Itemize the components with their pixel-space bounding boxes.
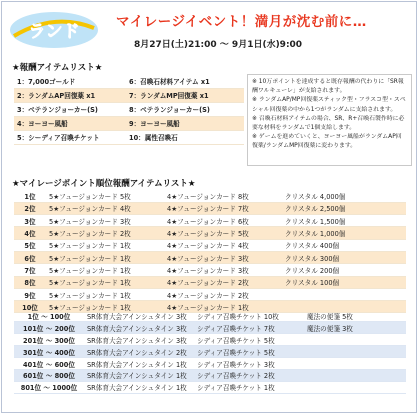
rank-label: 4位 bbox=[14, 227, 46, 239]
reward-item-left: 4：ヨーヨー風船 bbox=[14, 116, 126, 130]
event-period: 8月27日(土)21:00 ～ 9月1日(水)9:00 bbox=[134, 40, 303, 50]
range-reward-1: SR体育大会アインシュタイン 2枚 bbox=[84, 346, 194, 358]
notes-box bbox=[247, 74, 412, 166]
range-row bbox=[14, 310, 406, 322]
rank-label: 1位 bbox=[14, 190, 46, 202]
reward-row bbox=[14, 102, 244, 116]
rank-reward-2: 4★フュージョンカード 5枚 bbox=[164, 227, 282, 239]
reward-row bbox=[14, 74, 244, 88]
range-reward-3 bbox=[304, 334, 406, 346]
range-reward-1: SR体育大会アインシュタイン 1枚 bbox=[84, 358, 194, 370]
reward-row bbox=[14, 130, 244, 144]
note-line: ※ 召喚石材料アイテムの場合、SR、R+召喚石製作時に必要な材料をランダムで1個支給します。 bbox=[252, 115, 405, 132]
rank-reward-1: 5★フュージョンカード 1枚 bbox=[46, 288, 164, 300]
ranking-row bbox=[14, 288, 406, 300]
game-logo bbox=[8, 6, 100, 50]
ranking-row bbox=[14, 202, 406, 214]
rank-label: 2位 bbox=[14, 202, 46, 214]
reward-item-left: 2：ランダムAP回復薬 x1 bbox=[14, 88, 126, 102]
rank-reward-3 bbox=[282, 288, 406, 300]
rank-reward-2: 4★フュージョンカード 2枚 bbox=[164, 276, 282, 288]
range-row bbox=[14, 381, 406, 393]
range-row bbox=[14, 322, 406, 334]
range-label: 801位 ～ 1000位 bbox=[14, 381, 84, 393]
rank-reward-1: 5★フュージョンカード 1枚 bbox=[46, 239, 164, 251]
rank-reward-3: クリスタル 2,500個 bbox=[282, 202, 406, 214]
rank-reward-2: 4★フュージョンカード 7枚 bbox=[164, 202, 282, 214]
range-reward-2: シディア召喚チケット 1枚 bbox=[194, 381, 304, 393]
rank-reward-2: 4★フュージョンカード 2枚 bbox=[164, 288, 282, 300]
ranking-reward-table bbox=[14, 190, 406, 313]
reward-item-right: 8：ベテランジョーカー(S) bbox=[126, 102, 244, 116]
range-label: 401位 ～ 600位 bbox=[14, 358, 84, 370]
range-reward-table bbox=[14, 310, 406, 394]
reward-item-right: 9：ヨーヨー風船 bbox=[126, 116, 244, 130]
rank-reward-3: クリスタル 200個 bbox=[282, 264, 406, 276]
note-line: ※ 10万ポイントを達成すると既存報酬の代わりに「SR報酬ワルキューレ」が支給されます。 bbox=[252, 79, 404, 95]
ranking-row bbox=[14, 251, 406, 263]
range-reward-3: 魔法の便箋 5枚 bbox=[304, 310, 406, 322]
rank-label: 7位 bbox=[14, 264, 46, 276]
range-row bbox=[14, 334, 406, 346]
range-reward-2: シディア召喚チケット 2枚 bbox=[194, 369, 304, 381]
range-label: 101位 ～ 200位 bbox=[14, 322, 84, 334]
rank-reward-2: 4★フュージョンカード 8枚 bbox=[164, 190, 282, 202]
rank-reward-1: 5★フュージョンカード 2枚 bbox=[46, 227, 164, 239]
ranking-row bbox=[14, 239, 406, 251]
rank-label: 10位 bbox=[14, 301, 46, 313]
rank-reward-2: 4★フュージョンカード 4枚 bbox=[164, 239, 282, 251]
ranking-row bbox=[14, 264, 406, 276]
event-headline: マイレージイベント！満月が沈む前に… bbox=[116, 14, 367, 30]
rank-reward-2: 4★フュージョンカード 6枚 bbox=[164, 215, 282, 227]
reward-list-title: ★報酬アイテムリスト★ bbox=[12, 63, 103, 73]
rank-reward-3: クリスタル 100個 bbox=[282, 276, 406, 288]
rank-reward-3: クリスタル 1,000個 bbox=[282, 227, 406, 239]
reward-item-table bbox=[14, 74, 244, 145]
rank-reward-1: 5★フュージョンカード 1枚 bbox=[46, 264, 164, 276]
range-label: 601位 ～ 800位 bbox=[14, 369, 84, 381]
range-row bbox=[14, 346, 406, 358]
rank-reward-1: 5★フュージョンカード 4枚 bbox=[46, 202, 164, 214]
note-line: ※ ランダムAP/MP回復薬スティック型・フラスコ型・スペシャル回復薬の中から1つがランダムに支給されます。 bbox=[252, 97, 406, 113]
range-reward-1: SR体育大会アインシュタイン 1枚 bbox=[84, 369, 194, 381]
ranking-row bbox=[14, 215, 406, 227]
rank-label: 8位 bbox=[14, 276, 46, 288]
rank-label: 3位 bbox=[14, 215, 46, 227]
range-reward-1: SR体育大会アインシュタイン 1枚 bbox=[84, 381, 194, 393]
note-line: ※ ゲームを進めていくと、ヨーヨー風船がランダムAP回復薬/ランダムMP回復薬に変わります。 bbox=[252, 134, 402, 150]
ranking-row bbox=[14, 227, 406, 239]
range-reward-2: シディア召喚チケット 5枚 bbox=[194, 346, 304, 358]
reward-row bbox=[14, 88, 244, 102]
range-label: 1位 ～ 100位 bbox=[14, 310, 84, 322]
reward-item-right: 6：召喚石材料アイテム x1 bbox=[126, 74, 244, 88]
range-label: 201位 ～ 300位 bbox=[14, 334, 84, 346]
rank-reward-3: クリスタル 300個 bbox=[282, 251, 406, 263]
range-reward-3: 魔法の便箋 3枚 bbox=[304, 322, 406, 334]
reward-row bbox=[14, 116, 244, 130]
ranking-row bbox=[14, 276, 406, 288]
range-reward-3 bbox=[304, 358, 406, 370]
rank-reward-1: 5★フュージョンカード 1枚 bbox=[46, 251, 164, 263]
reward-item-left: 3：ベテランジョーカー(S) bbox=[14, 102, 126, 116]
range-reward-1: SR体育大会アインシュタイン 3枚 bbox=[84, 310, 194, 322]
rank-reward-1: 5★フュージョンカード 1枚 bbox=[46, 301, 164, 313]
rank-label: 5位 bbox=[14, 239, 46, 251]
reward-item-right: 7：ランダムMP回復薬 x1 bbox=[126, 88, 244, 102]
range-reward-3 bbox=[304, 346, 406, 358]
ranking-row bbox=[14, 190, 406, 202]
range-label: 301位 ～ 400位 bbox=[14, 346, 84, 358]
rank-label: 9位 bbox=[14, 288, 46, 300]
range-row bbox=[14, 369, 406, 381]
rank-reward-3: クリスタル 4,000個 bbox=[282, 190, 406, 202]
logo-text: ランド bbox=[28, 22, 80, 42]
rank-reward-2: 4★フュージョンカード 3枚 bbox=[164, 264, 282, 276]
ranking-list-title: ★マイレージポイント順位報酬アイテムリスト★ bbox=[12, 179, 196, 189]
range-reward-2: シディア召喚チケット 5枚 bbox=[194, 334, 304, 346]
range-reward-2: シディア召喚チケット 10枚 bbox=[194, 310, 304, 322]
rank-reward-1: 5★フュージョンカード 1枚 bbox=[46, 276, 164, 288]
range-reward-1: SR体育大会アインシュタイン 3枚 bbox=[84, 334, 194, 346]
rank-label: 6位 bbox=[14, 251, 46, 263]
rank-reward-3: クリスタル 400個 bbox=[282, 239, 406, 251]
range-reward-2: シディア召喚チケット 3枚 bbox=[194, 358, 304, 370]
range-reward-1: SR体育大会アインシュタイン 3枚 bbox=[84, 322, 194, 334]
rank-reward-2: 4★フュージョンカード 1枚 bbox=[164, 301, 282, 313]
reward-item-right: 10：属性召喚石 bbox=[126, 130, 244, 144]
reward-item-left: 5：シーディア召喚チケット bbox=[14, 130, 126, 144]
rank-reward-1: 5★フュージョンカード 5枚 bbox=[46, 190, 164, 202]
range-reward-3 bbox=[304, 381, 406, 393]
rank-reward-1: 5★フュージョンカード 3枚 bbox=[46, 215, 164, 227]
range-row bbox=[14, 358, 406, 370]
range-reward-3 bbox=[304, 369, 406, 381]
range-reward-2: シディア召喚チケット 7枚 bbox=[194, 322, 304, 334]
reward-item-left: 1：7,000ゴールド bbox=[14, 74, 126, 88]
rank-reward-2: 4★フュージョンカード 3枚 bbox=[164, 251, 282, 263]
rank-reward-3: クリスタル 1,500個 bbox=[282, 215, 406, 227]
